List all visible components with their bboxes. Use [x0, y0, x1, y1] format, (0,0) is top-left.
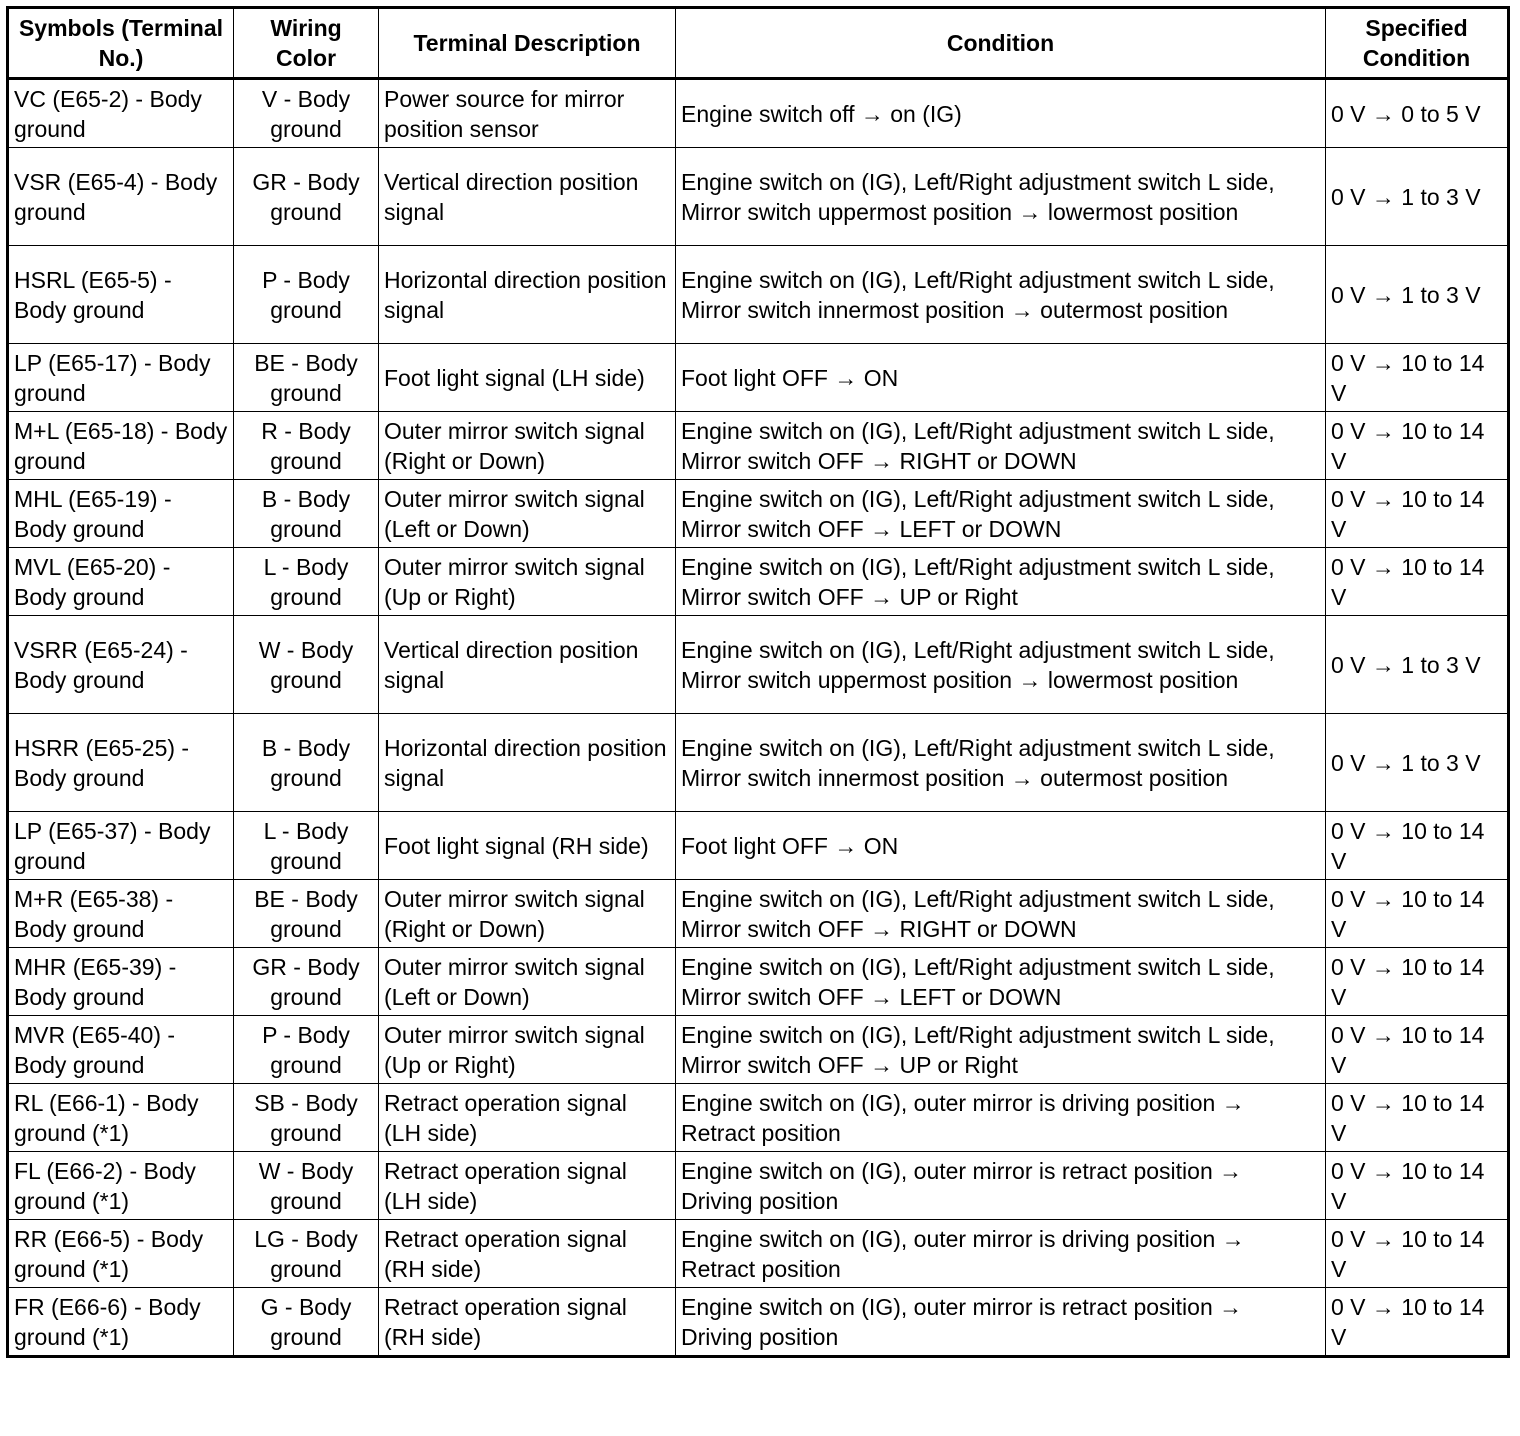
wiring-cell: LG - Body ground — [234, 1220, 379, 1288]
wiring-cell: BE - Body ground — [234, 880, 379, 948]
condition-cell: Engine switch on (IG), Left/Right adjustment switch L side, Mirror switch OFF → LEFT or DOWN — [676, 480, 1326, 548]
table-row — [8, 1152, 1509, 1220]
wiring-cell: SB - Body ground — [234, 1084, 379, 1152]
description-cell: Outer mirror switch signal (Up or Right) — [379, 548, 676, 616]
symbol-cell: M+R (E65-38) - Body ground — [8, 880, 234, 948]
symbol-cell: RL (E66-1) - Body ground (*1) — [8, 1084, 234, 1152]
condition-cell: Engine switch on (IG), Left/Right adjustment switch L side, Mirror switch uppermost position → lowermost position — [676, 148, 1326, 246]
table-row — [8, 548, 1509, 616]
symbol-cell: FR (E66-6) - Body ground (*1) — [8, 1288, 234, 1357]
table-row — [8, 880, 1509, 948]
specified-cell: 0 V → 1 to 3 V — [1326, 148, 1509, 246]
specified-cell: 0 V → 1 to 3 V — [1326, 714, 1509, 812]
condition-cell: Engine switch on (IG), Left/Right adjustment switch L side, Mirror switch OFF → UP or Right — [676, 548, 1326, 616]
condition-cell: Engine switch on (IG), outer mirror is retract position → Driving position — [676, 1288, 1326, 1357]
wiring-cell: V - Body ground — [234, 79, 379, 148]
wiring-cell: P - Body ground — [234, 1016, 379, 1084]
wiring-cell: GR - Body ground — [234, 948, 379, 1016]
condition-cell: Foot light OFF → ON — [676, 812, 1326, 880]
description-cell: Retract operation signal (LH side) — [379, 1152, 676, 1220]
specified-cell: 0 V → 10 to 14 V — [1326, 480, 1509, 548]
condition-cell: Engine switch on (IG), Left/Right adjustment switch L side, Mirror switch innermost position → outermost position — [676, 246, 1326, 344]
description-cell: Vertical direction position signal — [379, 148, 676, 246]
condition-cell: Engine switch on (IG), outer mirror is driving position → Retract position — [676, 1220, 1326, 1288]
specified-cell: 0 V → 10 to 14 V — [1326, 1084, 1509, 1152]
description-cell: Outer mirror switch signal (Left or Down) — [379, 948, 676, 1016]
specified-cell: 0 V → 10 to 14 V — [1326, 812, 1509, 880]
specified-cell: 0 V → 10 to 14 V — [1326, 1152, 1509, 1220]
symbol-cell: MHR (E65-39) - Body ground — [8, 948, 234, 1016]
specified-cell: 0 V → 10 to 14 V — [1326, 948, 1509, 1016]
wiring-cell: L - Body ground — [234, 548, 379, 616]
description-cell: Retract operation signal (LH side) — [379, 1084, 676, 1152]
symbol-cell: MVL (E65-20) - Body ground — [8, 548, 234, 616]
symbol-cell: MHL (E65-19) - Body ground — [8, 480, 234, 548]
table-row — [8, 344, 1509, 412]
wiring-cell: P - Body ground — [234, 246, 379, 344]
description-cell: Horizontal direction position signal — [379, 246, 676, 344]
symbol-cell: M+L (E65-18) - Body ground — [8, 412, 234, 480]
wiring-cell: R - Body ground — [234, 412, 379, 480]
specified-cell: 0 V → 10 to 14 V — [1326, 880, 1509, 948]
condition-cell: Engine switch on (IG), Left/Right adjustment switch L side, Mirror switch OFF → RIGHT or DOWN — [676, 880, 1326, 948]
table-row — [8, 1084, 1509, 1152]
wiring-cell: B - Body ground — [234, 480, 379, 548]
table-row — [8, 714, 1509, 812]
symbol-cell: VSR (E65-4) - Body ground — [8, 148, 234, 246]
description-cell: Retract operation signal (RH side) — [379, 1220, 676, 1288]
condition-cell: Engine switch on (IG), Left/Right adjustment switch L side, Mirror switch OFF → UP or Right — [676, 1016, 1326, 1084]
condition-cell: Engine switch on (IG), Left/Right adjustment switch L side, Mirror switch innermost position → outermost position — [676, 714, 1326, 812]
header-row — [8, 8, 1509, 79]
table-row — [8, 79, 1509, 148]
description-cell: Outer mirror switch signal (Left or Down) — [379, 480, 676, 548]
table-row — [8, 1220, 1509, 1288]
specified-cell: 0 V → 1 to 3 V — [1326, 246, 1509, 344]
description-cell: Vertical direction position signal — [379, 616, 676, 714]
table-row — [8, 148, 1509, 246]
symbol-cell: VSRR (E65-24) - Body ground — [8, 616, 234, 714]
table-row — [8, 412, 1509, 480]
description-cell: Outer mirror switch signal (Right or Down) — [379, 880, 676, 948]
wiring-cell: GR - Body ground — [234, 148, 379, 246]
wiring-cell: W - Body ground — [234, 616, 379, 714]
wiring-cell: G - Body ground — [234, 1288, 379, 1357]
condition-cell: Engine switch on (IG), outer mirror is driving position → Retract position — [676, 1084, 1326, 1152]
description-cell: Power source for mirror position sensor — [379, 79, 676, 148]
specified-cell: 0 V → 10 to 14 V — [1326, 412, 1509, 480]
symbol-cell: RR (E66-5) - Body ground (*1) — [8, 1220, 234, 1288]
table-row — [8, 480, 1509, 548]
terminal-spec-table — [6, 6, 1510, 1358]
description-cell: Foot light signal (RH side) — [379, 812, 676, 880]
symbol-cell: FL (E66-2) - Body ground (*1) — [8, 1152, 234, 1220]
specified-cell: 0 V → 0 to 5 V — [1326, 79, 1509, 148]
table-row — [8, 1016, 1509, 1084]
symbol-cell: HSRL (E65-5) - Body ground — [8, 246, 234, 344]
specified-cell: 0 V → 10 to 14 V — [1326, 344, 1509, 412]
symbol-cell: LP (E65-37) - Body ground — [8, 812, 234, 880]
description-cell: Foot light signal (LH side) — [379, 344, 676, 412]
symbol-cell: LP (E65-17) - Body ground — [8, 344, 234, 412]
header-condition: Condition — [676, 8, 1326, 79]
condition-cell: Engine switch on (IG), outer mirror is retract position → Driving position — [676, 1152, 1326, 1220]
condition-cell: Engine switch on (IG), Left/Right adjustment switch L side, Mirror switch OFF → RIGHT or DOWN — [676, 412, 1326, 480]
description-cell: Outer mirror switch signal (Up or Right) — [379, 1016, 676, 1084]
wiring-cell: BE - Body ground — [234, 344, 379, 412]
header-specified-condition: Specified Condition — [1326, 8, 1509, 79]
symbol-cell: MVR (E65-40) - Body ground — [8, 1016, 234, 1084]
specified-cell: 0 V → 10 to 14 V — [1326, 1016, 1509, 1084]
condition-cell: Foot light OFF → ON — [676, 344, 1326, 412]
table-row — [8, 1288, 1509, 1357]
symbol-cell: HSRR (E65-25) - Body ground — [8, 714, 234, 812]
description-cell: Retract operation signal (RH side) — [379, 1288, 676, 1357]
description-cell: Outer mirror switch signal (Right or Down) — [379, 412, 676, 480]
specified-cell: 0 V → 10 to 14 V — [1326, 548, 1509, 616]
table-row — [8, 616, 1509, 714]
specified-cell: 0 V → 10 to 14 V — [1326, 1288, 1509, 1357]
condition-cell: Engine switch off → on (IG) — [676, 79, 1326, 148]
condition-cell: Engine switch on (IG), Left/Right adjustment switch L side, Mirror switch OFF → LEFT or DOWN — [676, 948, 1326, 1016]
table-row — [8, 246, 1509, 344]
header-wiring-color: Wiring Color — [234, 8, 379, 79]
wiring-cell: B - Body ground — [234, 714, 379, 812]
wiring-cell: W - Body ground — [234, 1152, 379, 1220]
condition-cell: Engine switch on (IG), Left/Right adjustment switch L side, Mirror switch uppermost position → lowermost position — [676, 616, 1326, 714]
table-row — [8, 812, 1509, 880]
header-symbols: Symbols (Terminal No.) — [8, 8, 234, 79]
symbol-cell: VC (E65-2) - Body ground — [8, 79, 234, 148]
description-cell: Horizontal direction position signal — [379, 714, 676, 812]
specified-cell: 0 V → 1 to 3 V — [1326, 616, 1509, 714]
specified-cell: 0 V → 10 to 14 V — [1326, 1220, 1509, 1288]
table-row — [8, 948, 1509, 1016]
header-terminal-description: Terminal Description — [379, 8, 676, 79]
wiring-cell: L - Body ground — [234, 812, 379, 880]
